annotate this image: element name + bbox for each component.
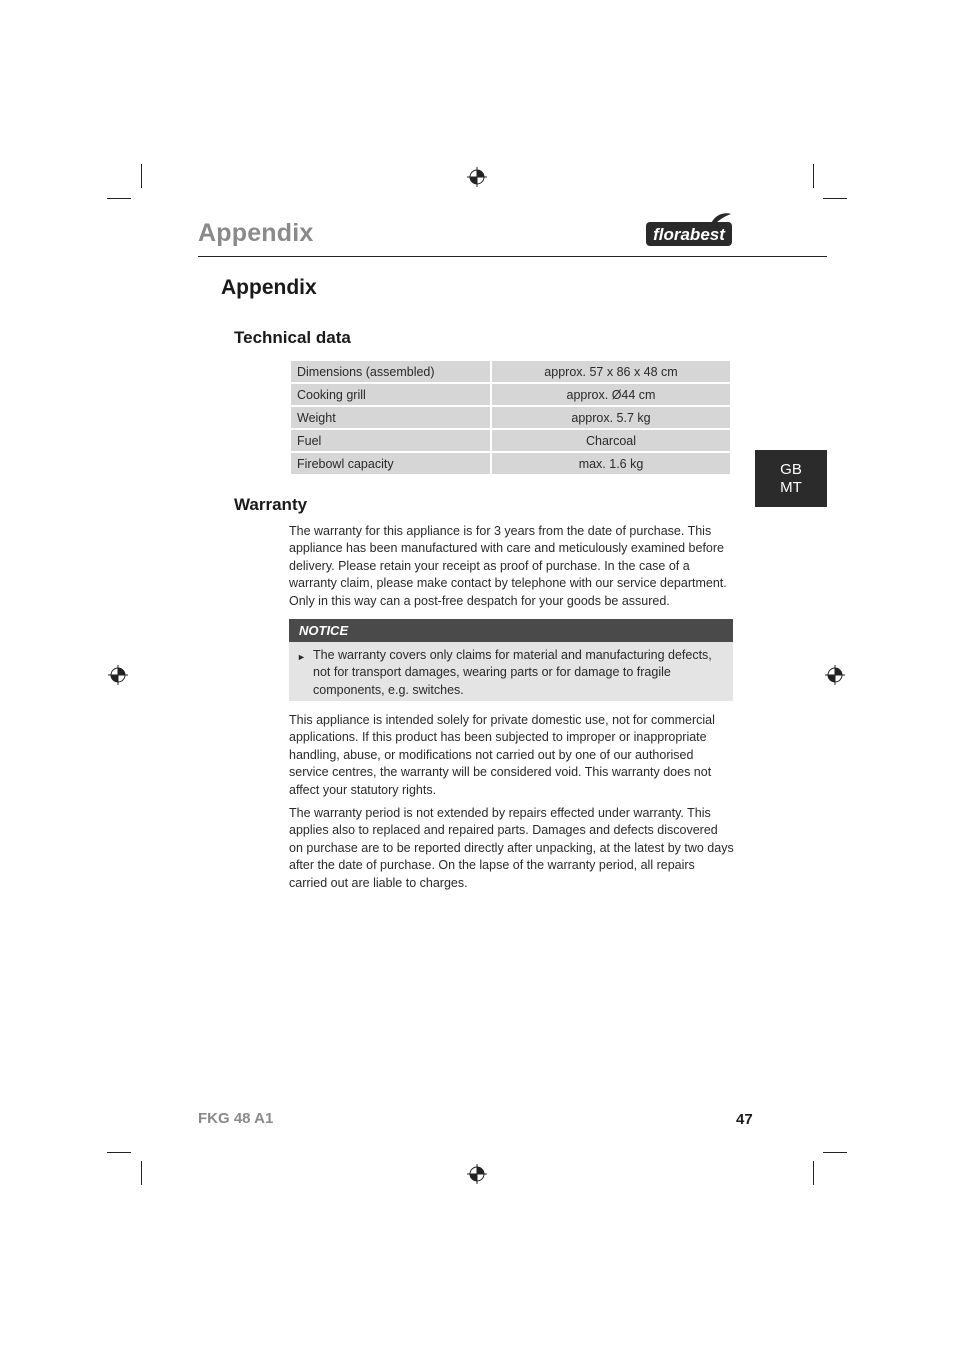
crop-mark <box>823 198 847 199</box>
warranty-paragraph-3: The warranty period is not extended by repairs effected under warranty. This applies also to replaced and repaired parts. Damages and defects discovered on purchase are to be reported directly after unpacking, at the latest by two days after the date of purchase. On the lapse of the warranty period, all repairs carried out are liable to charges. <box>289 806 734 890</box>
table-cell-value: approx. Ø44 cm <box>492 384 730 405</box>
warranty-intro-paragraph: The warranty for this appliance is for 3 years from the date of purchase. This appliance has been manufactured with care and meticulously examined before delivery. Please retain your receipt as proof of purchase. In the case of a warranty claim, please make contact by telephone with our service department. Only in this way can a post-free despatch for your goods be assured. <box>289 524 727 608</box>
page-heading: Appendix <box>221 276 317 299</box>
table-row <box>291 384 730 405</box>
table-row <box>291 430 730 451</box>
notice-body <box>289 642 733 699</box>
language-tab <box>755 450 827 507</box>
warranty-paragraph-2: This appliance is intended solely for private domestic use, not for commercial applications. If this product has been subjected to improper or inappropriate handling, abuse, or modifications not carried out by one of our authorised service centres, the warranty will be considered void. This warranty does not affect your statutory rights. <box>289 713 715 797</box>
registration-mark-icon <box>825 665 845 685</box>
running-header-title: Appendix <box>198 219 314 247</box>
table-cell-value: approx. 57 x 86 x 48 cm <box>492 361 730 382</box>
registration-mark-icon <box>467 167 487 187</box>
registration-mark-icon <box>467 1164 487 1184</box>
language-code-gb: GB <box>780 460 802 478</box>
crop-mark <box>107 198 131 199</box>
table-row <box>291 361 730 382</box>
crop-mark <box>813 164 814 188</box>
warranty-heading: Warranty <box>234 495 308 514</box>
technical-data-heading: Technical data <box>234 328 351 347</box>
table-cell-label: Weight <box>291 407 490 428</box>
table-cell-value: approx. 5.7 kg <box>492 407 730 428</box>
table-cell-label: Fuel <box>291 430 490 451</box>
table-cell-value: max. 1.6 kg <box>492 453 730 474</box>
technical-data-table <box>289 359 732 476</box>
table-cell-value: Charcoal <box>492 430 730 451</box>
table-row <box>291 453 730 474</box>
table-cell-label: Cooking grill <box>291 384 490 405</box>
crop-mark <box>813 1161 814 1185</box>
crop-mark <box>823 1152 847 1153</box>
table-row <box>291 407 730 428</box>
bullet-arrow-icon: ► <box>297 652 306 662</box>
language-code-mt: MT <box>780 478 802 496</box>
notice-box <box>289 619 733 701</box>
notice-title: NOTICE <box>289 619 733 642</box>
page-number: 47 <box>736 1111 753 1128</box>
florabest-logo <box>645 212 733 248</box>
logo-text: florabest <box>653 225 725 244</box>
registration-mark-icon <box>108 665 128 685</box>
crop-mark <box>141 164 142 188</box>
header-rule <box>198 256 827 257</box>
notice-text: The warranty covers only claims for material and manufacturing defects, not for transport damages, wearing parts or for damage to fragile components, e.g. switches. <box>313 648 712 697</box>
table-cell-label: Firebowl capacity <box>291 453 490 474</box>
crop-mark <box>141 1161 142 1185</box>
table-cell-label: Dimensions (assembled) <box>291 361 490 382</box>
crop-mark <box>107 1152 131 1153</box>
footer-model-number: FKG 48 A1 <box>198 1110 274 1127</box>
